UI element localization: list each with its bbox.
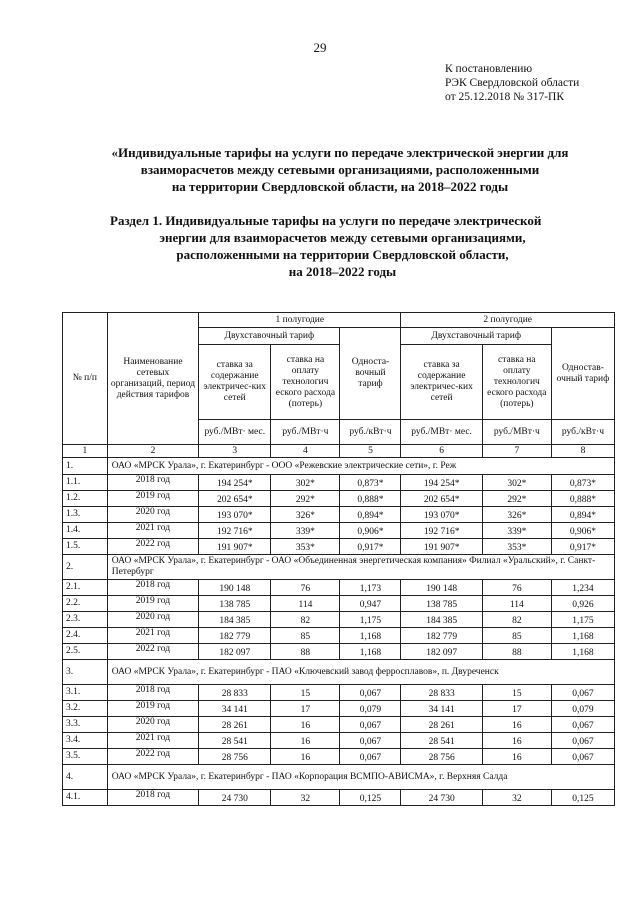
group-row: [63, 765, 615, 790]
tariff-value: 16: [482, 749, 551, 765]
tariff-value: 1,175: [551, 612, 614, 628]
tariff-value: 1,168: [340, 644, 401, 660]
tariff-value: 0,067: [340, 717, 401, 733]
table-row: [63, 685, 615, 701]
tariff-value: 28 833: [199, 685, 271, 701]
tariff-value: 17: [482, 701, 551, 717]
header-one-part-h1: Односта-вочный тариф: [340, 328, 401, 420]
tariff-value: 0,067: [340, 685, 401, 701]
group-number: 2.: [63, 555, 108, 580]
tariff-value: 202 654*: [401, 491, 482, 507]
tariff-value: 88: [271, 644, 340, 660]
table-row: [63, 491, 615, 507]
row-number: 1.1.: [63, 475, 108, 491]
tariff-value: 184 385: [199, 612, 271, 628]
column-number: 5: [340, 445, 401, 458]
title-line: взаиморасчетов между сетевыми организациями, расположенными: [140, 162, 540, 177]
tariff-value: 32: [271, 790, 340, 806]
tariff-value: 1,173: [340, 580, 401, 596]
tariff-value: 88: [482, 644, 551, 660]
tariff-value: 28 833: [401, 685, 482, 701]
group-number: 1.: [63, 458, 108, 475]
tariff-value: 0,079: [340, 701, 401, 717]
column-number: 8: [551, 445, 614, 458]
header-two-part-h2: Двухставочный тариф: [401, 328, 551, 345]
tariff-value: 339*: [271, 523, 340, 539]
row-number: 3.5.: [63, 749, 108, 765]
section-title-line: расположенными на территории Свердловской области,: [176, 247, 509, 262]
row-year: 2019 год: [107, 596, 198, 612]
document-title: [60, 144, 620, 195]
tariff-value: 34 141: [199, 701, 271, 717]
row-number: 2.4.: [63, 628, 108, 644]
row-year: 2018 год: [107, 580, 198, 596]
tariff-value: 28 261: [401, 717, 482, 733]
title-line: на территории Свердловской области, на 2018–2022 годы: [171, 179, 509, 194]
row-year: 2019 год: [107, 701, 198, 717]
row-year: 2018 год: [107, 685, 198, 701]
table-row: [63, 596, 615, 612]
row-number: 2.5.: [63, 644, 108, 660]
tariff-value: 0,947: [340, 596, 401, 612]
table-row: [63, 475, 615, 491]
tariff-value: 1,168: [551, 644, 614, 660]
tariff-value: 190 148: [401, 580, 482, 596]
tariff-value: 16: [271, 717, 340, 733]
tariff-value: 114: [482, 596, 551, 612]
tariff-value: 292*: [271, 491, 340, 507]
tariff-value: 0,067: [551, 749, 614, 765]
tariff-value: 1,168: [551, 628, 614, 644]
row-number: 2.1.: [63, 580, 108, 596]
tariff-value: 184 385: [401, 612, 482, 628]
tariff-value: 24 730: [199, 790, 271, 806]
group-number: 4.: [63, 765, 108, 790]
group-name: ОАО «МРСК Урала», г. Екатеринбург - ООО «Режевские электрические сети», г. Реж: [107, 458, 614, 475]
tariff-value: 34 141: [401, 701, 482, 717]
tariff-value: 16: [271, 733, 340, 749]
header-half2: 2 полугодие: [401, 313, 615, 328]
tariff-value: 191 907*: [199, 539, 271, 555]
tariff-value: 191 907*: [401, 539, 482, 555]
header-half1: 1 полугодие: [199, 313, 401, 328]
section-title-line: энергии для взаиморасчетов между сетевыми организациями,: [159, 230, 526, 245]
row-number: 1.2.: [63, 491, 108, 507]
tariff-value: 0,125: [551, 790, 614, 806]
tariff-value: 326*: [271, 507, 340, 523]
row-year: 2022 год: [107, 644, 198, 660]
tariff-value: 192 716*: [401, 523, 482, 539]
tariff-value: 0,067: [551, 717, 614, 733]
tariff-value: 0,888*: [551, 491, 614, 507]
tariff-value: 16: [482, 733, 551, 749]
tariff-value: 82: [271, 612, 340, 628]
table-row: [63, 790, 615, 806]
unit-maintenance-h1: руб./МВт· мес.: [199, 420, 271, 445]
header-name: Наименование сетевых организаций, период действия тарифов: [107, 313, 198, 445]
group-row: [63, 458, 615, 475]
table-row: [63, 539, 615, 555]
table-row: [63, 580, 615, 596]
title-line: «Индивидуальные тарифы на услуги по передаче электрической энергии для: [111, 145, 569, 160]
row-year: 2020 год: [107, 612, 198, 628]
tariff-value: 0,067: [340, 733, 401, 749]
tariff-value: 16: [271, 749, 340, 765]
tariff-value: 182 097: [199, 644, 271, 660]
table-row: [63, 507, 615, 523]
header-rate-maintenance-h1: ставка за содержание электричес-ких сетей: [199, 345, 271, 420]
tariff-value: 182 097: [401, 644, 482, 660]
row-year: 2018 год: [107, 475, 198, 491]
tariff-value: 1,175: [340, 612, 401, 628]
row-year: 2022 год: [107, 539, 198, 555]
column-number: 3: [199, 445, 271, 458]
table-row: [63, 628, 615, 644]
tariff-value: 0,906*: [340, 523, 401, 539]
tariff-value: 28 541: [401, 733, 482, 749]
column-number: 7: [482, 445, 551, 458]
tariff-value: 24 730: [401, 790, 482, 806]
row-year: 2020 год: [107, 717, 198, 733]
tariff-value: 1,234: [551, 580, 614, 596]
tariff-value: 0,067: [551, 733, 614, 749]
tariff-value: 292*: [482, 491, 551, 507]
tariff-value: 0,079: [551, 701, 614, 717]
tariff-value: 302*: [271, 475, 340, 491]
group-row: [63, 555, 615, 580]
tariff-value: 15: [271, 685, 340, 701]
column-number: 4: [271, 445, 340, 458]
row-number: 1.5.: [63, 539, 108, 555]
tariff-value: 326*: [482, 507, 551, 523]
header-num: № п/п: [63, 313, 108, 445]
row-number: 3.4.: [63, 733, 108, 749]
tariff-value: 0,926: [551, 596, 614, 612]
group-name: ОАО «МРСК Урала», г. Екатеринбург - ПАО «Корпорация ВСМПО-АВИСМА», г. Верхняя Салда: [107, 765, 614, 790]
tariff-value: 182 779: [401, 628, 482, 644]
section-title: [110, 212, 635, 280]
tariff-value: 114: [271, 596, 340, 612]
table-row: [63, 523, 615, 539]
tariff-value: 28 541: [199, 733, 271, 749]
row-year: 2018 год: [107, 790, 198, 806]
tariff-value: 0,894*: [551, 507, 614, 523]
header-rate-loss-h1: ставка на оплату технологич еского расхода (потерь): [271, 345, 340, 420]
tariff-value: 193 070*: [401, 507, 482, 523]
tariff-value: 0,873*: [340, 475, 401, 491]
tariff-value: 193 070*: [199, 507, 271, 523]
approval-note: [445, 62, 635, 104]
tariff-value: 0,894*: [340, 507, 401, 523]
tariff-value: 138 785: [199, 596, 271, 612]
column-number: 6: [401, 445, 482, 458]
row-year: 2021 год: [107, 628, 198, 644]
tariff-value: 32: [482, 790, 551, 806]
row-year: 2021 год: [107, 523, 198, 539]
unit-one-part-h2: руб./кВт·ч: [551, 420, 614, 445]
group-number: 3.: [63, 660, 108, 685]
row-number: 2.2.: [63, 596, 108, 612]
tariff-value: 82: [482, 612, 551, 628]
tariff-value: 85: [482, 628, 551, 644]
tariff-value: 0,067: [340, 749, 401, 765]
tariff-value: 0,906*: [551, 523, 614, 539]
tariff-value: 190 148: [199, 580, 271, 596]
tariff-value: 353*: [271, 539, 340, 555]
tariff-value: 28 756: [199, 749, 271, 765]
row-year: 2022 год: [107, 749, 198, 765]
tariff-value: 28 261: [199, 717, 271, 733]
column-number: 2: [107, 445, 198, 458]
tariff-value: 15: [482, 685, 551, 701]
section-title-line: Раздел 1. Индивидуальные тарифы на услуги по передаче электрической: [110, 213, 542, 228]
row-number: 1.3.: [63, 507, 108, 523]
unit-loss-h2: руб./МВт·ч: [482, 420, 551, 445]
header-two-part-h1: Двухставочный тариф: [199, 328, 340, 345]
table-row: [63, 644, 615, 660]
row-number: 2.3.: [63, 612, 108, 628]
group-row: [63, 660, 615, 685]
tariff-value: 194 254*: [199, 475, 271, 491]
tariffs-table: [62, 312, 615, 806]
unit-loss-h1: руб./МВт·ч: [271, 420, 340, 445]
unit-one-part-h1: руб./кВт·ч: [340, 420, 401, 445]
table-row: [63, 701, 615, 717]
table-row: [63, 749, 615, 765]
tariff-value: 353*: [482, 539, 551, 555]
group-name: ОАО «МРСК Урала», г. Екатеринбург - ОАО «Объединенная энергетическая компания» Филиал «Уральский», г. Санкт-Петербург: [107, 555, 614, 580]
group-name: ОАО «МРСК Урала», г. Екатеринбург - ПАО «Ключевский завод ферросплавов», п. Двуреченск: [107, 660, 614, 685]
header-rate-loss-h2: ставка на оплату технологич еского расхода (потерь): [482, 345, 551, 420]
column-number: 1: [63, 445, 108, 458]
tariff-value: 85: [271, 628, 340, 644]
page-number: 29: [313, 40, 327, 55]
approval-line: от 25.12.2018 № 317-ПК: [445, 91, 565, 103]
tariff-value: 182 779: [199, 628, 271, 644]
tariff-value: 0,888*: [340, 491, 401, 507]
row-number: 3.1.: [63, 685, 108, 701]
tariff-value: 0,067: [551, 685, 614, 701]
row-number: 1.4.: [63, 523, 108, 539]
tariff-value: 138 785: [401, 596, 482, 612]
tariff-value: 194 254*: [401, 475, 482, 491]
header-one-part-h2: Одностав-очный тариф: [551, 328, 614, 420]
tariff-value: 192 716*: [199, 523, 271, 539]
tariff-value: 76: [271, 580, 340, 596]
column-number-row: [63, 445, 615, 458]
table-row: [63, 612, 615, 628]
tariff-value: 28 756: [401, 749, 482, 765]
table-row: [63, 717, 615, 733]
tariff-value: 1,168: [340, 628, 401, 644]
header-rate-maintenance-h2: ставка за содержание электричес-ких сетей: [401, 345, 482, 420]
row-year: 2020 год: [107, 507, 198, 523]
tariff-value: 17: [271, 701, 340, 717]
row-year: 2019 год: [107, 491, 198, 507]
tariff-value: 16: [482, 717, 551, 733]
section-title-line: на 2018–2022 годы: [288, 264, 397, 279]
row-number: 3.2.: [63, 701, 108, 717]
row-year: 2021 год: [107, 733, 198, 749]
tariff-value: 0,125: [340, 790, 401, 806]
approval-line: РЭК Свердловской области: [445, 77, 580, 89]
unit-maintenance-h2: руб./МВт· мес.: [401, 420, 482, 445]
tariff-value: 0,873*: [551, 475, 614, 491]
tariff-value: 76: [482, 580, 551, 596]
table-row: [63, 733, 615, 749]
row-number: 3.3.: [63, 717, 108, 733]
tariff-value: 302*: [482, 475, 551, 491]
tariff-value: 0,917*: [551, 539, 614, 555]
tariff-value: 339*: [482, 523, 551, 539]
tariff-value: 0,917*: [340, 539, 401, 555]
approval-line: К постановлению: [445, 63, 533, 75]
row-number: 4.1.: [63, 790, 108, 806]
tariff-value: 202 654*: [199, 491, 271, 507]
